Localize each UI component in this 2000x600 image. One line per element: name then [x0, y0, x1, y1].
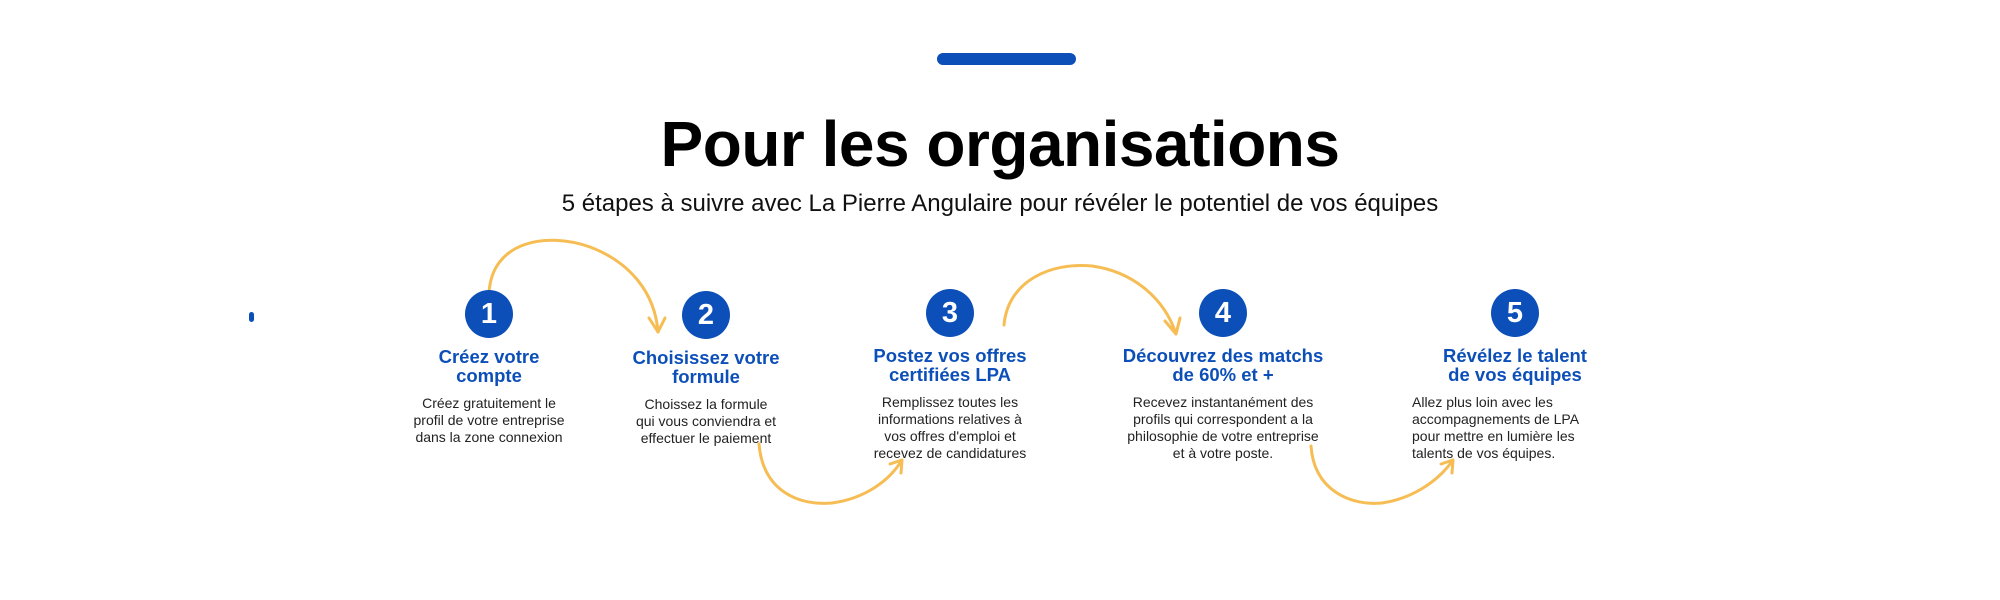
- step-number-badge: 3: [926, 289, 974, 337]
- step-description: Allez plus loin avec les accompagnements de LPA pour mettre en lumière les talents de vos équipes.: [1412, 394, 1580, 461]
- step-5: [1412, 289, 1618, 462]
- step-description: Recevez instantanément des profils qui correspondent a la philosophie de votre entreprise et à votre poste.: [1127, 394, 1319, 461]
- step-number-badge: 2: [682, 291, 730, 339]
- step-title: Créez votre compte: [438, 346, 540, 386]
- step-2: [596, 291, 816, 447]
- step-3: [840, 289, 1060, 462]
- step-title: Choisissez votre formule: [632, 347, 780, 387]
- page-title: Pour les organisations: [660, 108, 1340, 180]
- step-description: Choissez la formule qui vous conviendra et effectuer le paiement: [635, 396, 777, 446]
- page-subtitle: 5 étapes à suivre avec La Pierre Angulaire pour révéler le potentiel de vos équipes: [561, 190, 1439, 217]
- step-description: Remplissez toutes les informations relatives à vos offres d'emploi et recevez de candidatures: [873, 394, 1027, 461]
- step-title: Postez vos offres certifiées LPA: [873, 345, 1027, 385]
- step-number-badge: 1: [465, 290, 513, 338]
- step-number-badge: 4: [1199, 289, 1247, 337]
- step-description: Créez gratuitement le profil de votre entreprise dans la zone connexion: [413, 395, 565, 445]
- step-number-badge: 5: [1491, 289, 1539, 337]
- step-1: [379, 290, 599, 446]
- step-title: Découvrez des matchs de 60% et +: [1122, 345, 1324, 385]
- step-title: Révélez le talent de vos équipes: [1443, 345, 1587, 385]
- step-4: [1098, 289, 1348, 462]
